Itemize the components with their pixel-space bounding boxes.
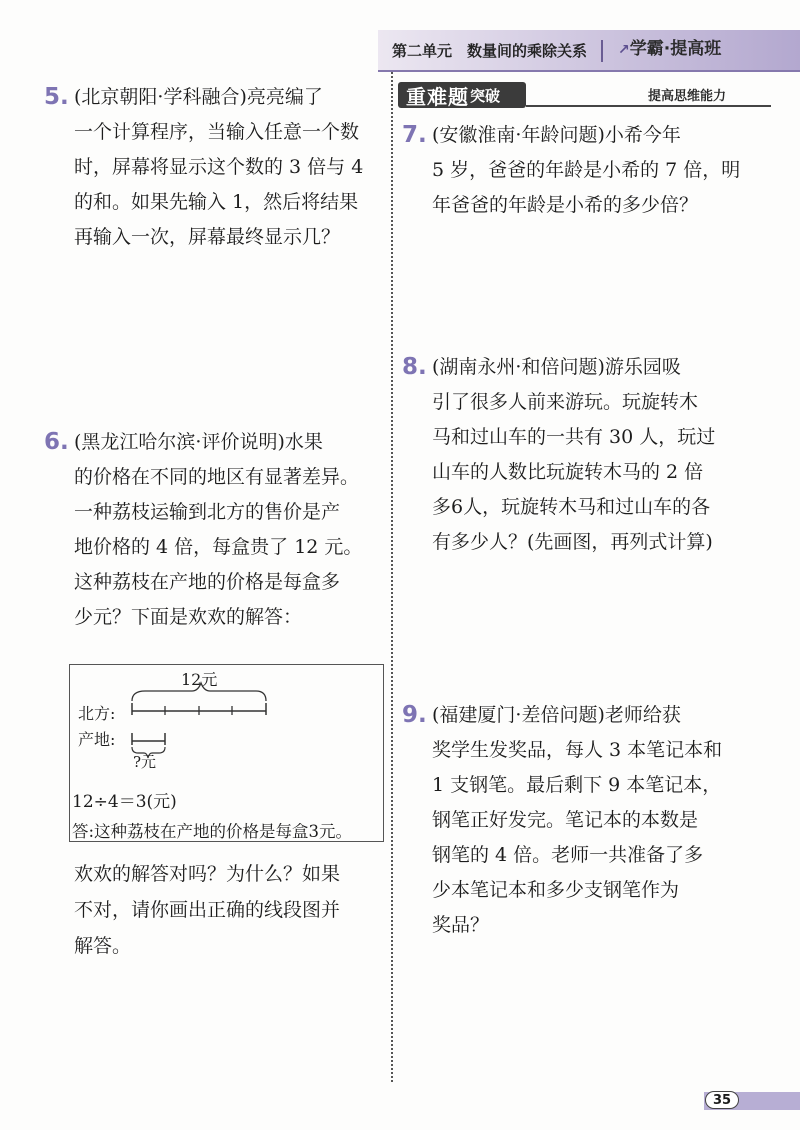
- problem-line: 少元？下面是欢欢的解答：: [74, 606, 303, 628]
- brand-title: [618, 34, 721, 59]
- diagram-origin-label: 产地:: [78, 730, 116, 749]
- unit-title: 第二单元 数量间的乘除关系: [392, 42, 588, 60]
- brand-arrow-icon: ↗: [618, 42, 630, 58]
- problem-line: (北京朝阳·学科融合)亮亮编了: [74, 86, 323, 108]
- problem-line: 年爸爸的年龄是小希的多少倍？: [432, 194, 699, 216]
- problem-line: 马和过山车的一共有 30 人，玩过: [432, 426, 716, 448]
- header-separator: [601, 40, 603, 62]
- problem-line: 的价格在不同的地区有显著差异。: [74, 466, 360, 488]
- header-underline: [378, 70, 800, 72]
- diagram-equation: 12÷4＝3(元): [72, 792, 177, 812]
- problem-line: 这种荔枝在产地的价格是每盒多: [74, 571, 341, 593]
- problem-line: 钢笔正好发完。笔记本的本数是: [432, 809, 699, 831]
- diagram-unknown-label: ?元: [133, 753, 157, 771]
- section-label-sub: 突破: [470, 86, 501, 105]
- problem-line: (黑龙江哈尔滨·评价说明)水果: [74, 431, 323, 453]
- problem-line: 有多少人？(先画图，再列式计算): [432, 531, 713, 553]
- problem-6: [44, 425, 384, 635]
- problem-7: [402, 118, 782, 223]
- problem-line: 一个计算程序，当输入任意一个数: [74, 121, 360, 143]
- diagram-answer: 答:这种荔枝在产地的价格是每盒3元。: [72, 822, 353, 841]
- problem-8: [402, 350, 782, 560]
- problem-line: 一种荔枝运输到北方的售价是产: [74, 501, 341, 523]
- problem-line: 奖品？: [432, 914, 490, 936]
- diagram-north-label: 北方:: [78, 704, 116, 723]
- brand-text: 学霸·提高班: [629, 39, 722, 59]
- problem-number: 9.: [402, 702, 427, 728]
- problem-line: 不对，请你画出正确的线段图并: [74, 899, 341, 921]
- problem-line: 1 支钢笔。最后剩下 9 本笔记本，: [432, 774, 722, 796]
- solution-diagram-box: [69, 664, 384, 842]
- problem-number: 5.: [44, 84, 69, 110]
- problem-line: 欢欢的解答对吗？为什么？如果: [74, 863, 341, 885]
- section-label: [398, 82, 526, 108]
- problem-line: 少本笔记本和多少支钢笔作为: [432, 879, 680, 901]
- diagram-top-label: 12元: [181, 670, 218, 689]
- section-subtitle: 提高思维能力: [648, 89, 727, 104]
- problem-line: 山车的人数比玩旋转木马的 2 倍: [432, 461, 704, 483]
- problem-number: 6.: [44, 429, 69, 455]
- problem-line: 引了很多人前来游玩。玩旋转木: [432, 391, 699, 413]
- problem-line: 地价格的 4 倍，每盒贵了 12 元。: [74, 536, 363, 558]
- page-number: 35: [705, 1091, 739, 1109]
- problem-line: 的和。如果先输入 1，然后将结果: [74, 191, 359, 213]
- section-rule: [526, 105, 771, 107]
- problem-line: 时，屏幕将显示这个数的 3 倍与 4: [74, 156, 364, 178]
- problem-line: (福建厦门·差倍问题)老师给获: [432, 704, 681, 726]
- line-segment-diagram: [70, 665, 385, 843]
- column-divider: [391, 72, 393, 1082]
- problem-number: 7.: [402, 122, 427, 148]
- problem-line: 再输入一次，屏幕最终显示几？: [74, 226, 341, 248]
- problem-line: 多6人，玩旋转木马和过山车的各: [432, 496, 711, 518]
- problem-5: [44, 80, 384, 255]
- problem-line: 解答。: [74, 935, 132, 957]
- problem-9: [402, 698, 782, 943]
- problem-line: 5 岁，爸爸的年龄是小希的 7 倍，明: [432, 159, 741, 181]
- problem-line: (湖南永州·和倍问题)游乐园吸: [432, 356, 681, 378]
- section-label-main: 重难题: [406, 84, 469, 109]
- problem-line: 奖学生发奖品，每人 3 本笔记本和: [432, 739, 723, 761]
- problem-line: 钢笔的 4 倍。老师一共准备了多: [432, 844, 704, 866]
- problem-number: 8.: [402, 354, 427, 380]
- problem-6-followup: [74, 856, 340, 964]
- problem-line: (安徽淮南·年龄问题)小希今年: [432, 124, 681, 146]
